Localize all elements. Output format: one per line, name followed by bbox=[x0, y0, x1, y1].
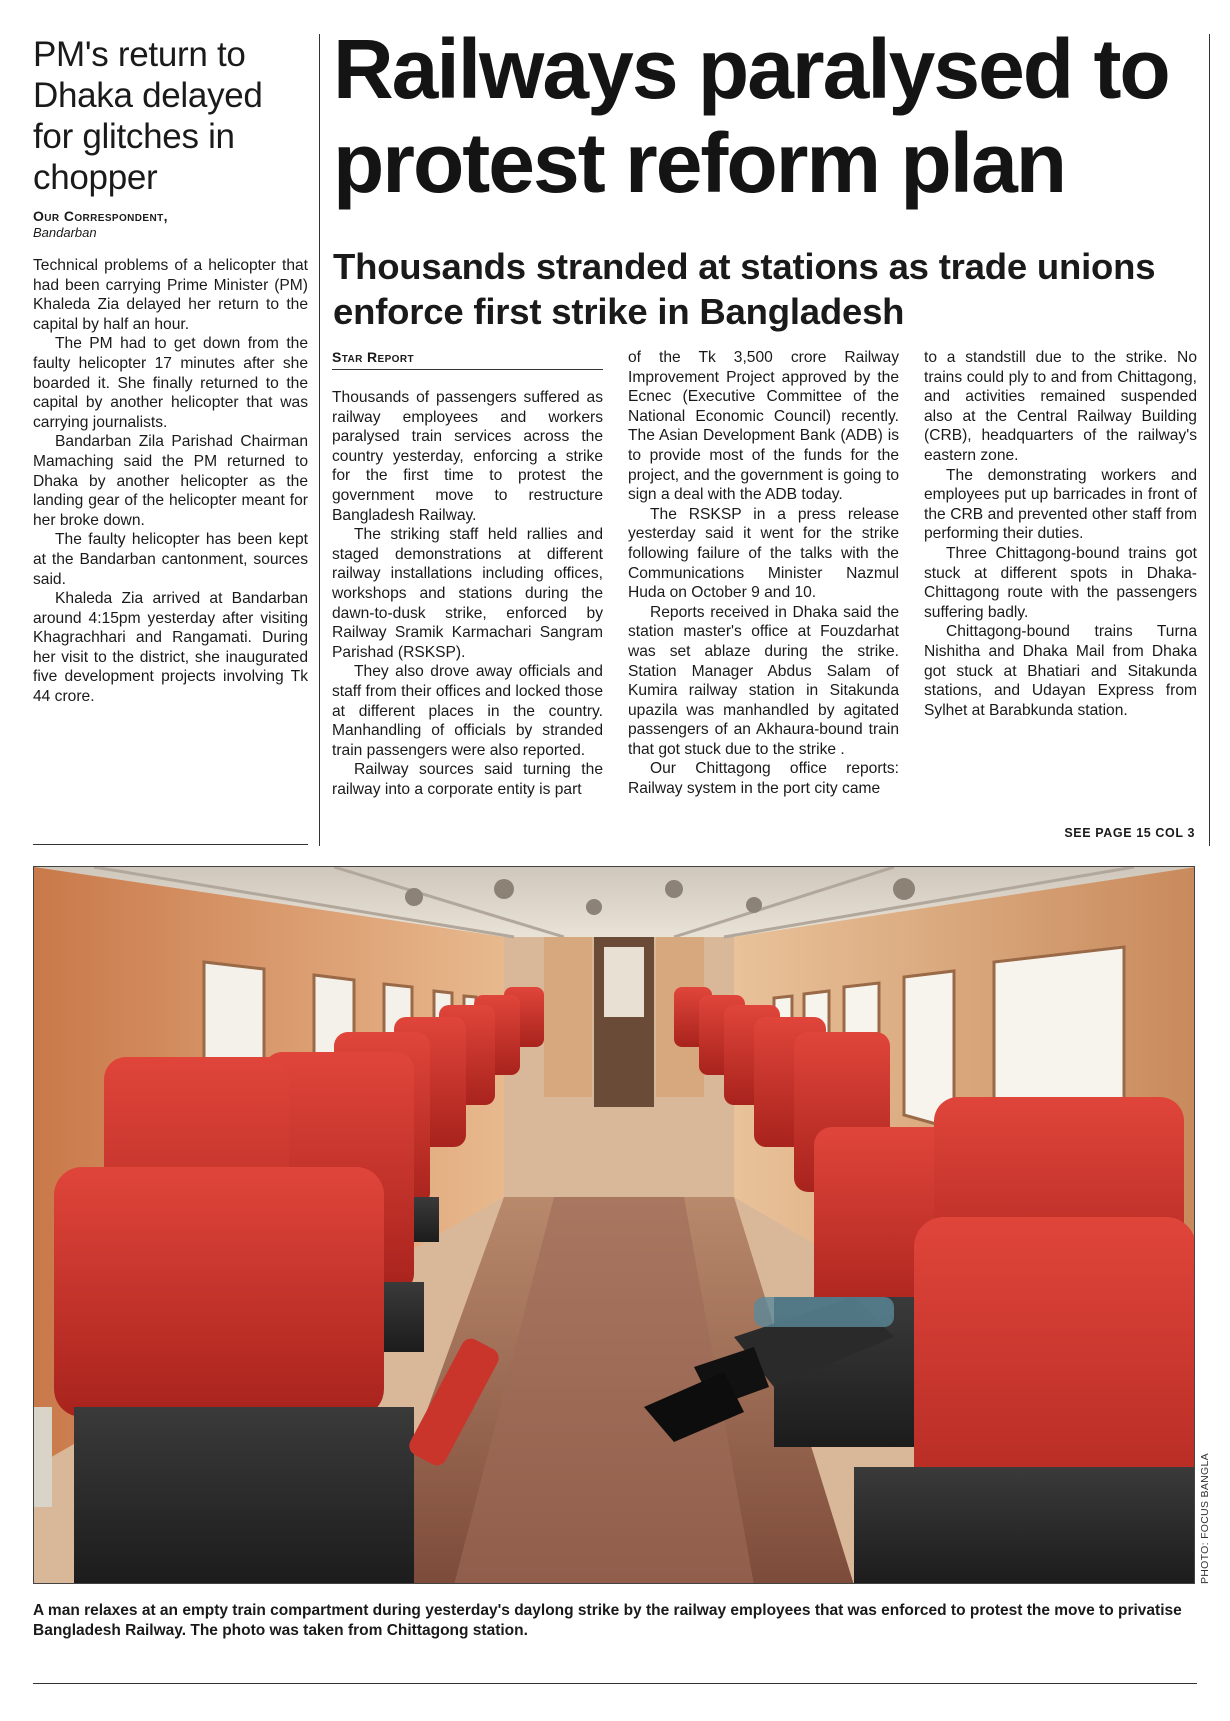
main-paragraph: Railway sources said turning the railway into a corporate entity is part bbox=[332, 761, 603, 798]
photo-caption: A man relaxes at an empty train compartment during yesterday's daylong strike by the railway employees that was enforced to protest the move to privatise Bangladesh Railway. The photo was taken from Chittagong station. bbox=[33, 1602, 1182, 1639]
side-paragraph: The PM had to get down from the faulty helicopter 17 minutes after she boarded it. She finally returned to the capital by another helicopter that was carrying journalists. bbox=[33, 335, 308, 431]
main-story-column-2 bbox=[628, 348, 899, 799]
main-paragraph: to a standstill due to the strike. No trains could ply to and from Chittagong, and activities remained suspended also at the Central Railway Building (CRB), headquarters of the railway's eastern zone. bbox=[924, 349, 1197, 464]
main-subhead: Thousands stranded at stations as trade unions enforce first strike in Bangladesh bbox=[333, 246, 1156, 332]
column-divider bbox=[319, 34, 320, 846]
main-story-column-3 bbox=[924, 348, 1197, 720]
side-paragraph: Technical problems of a helicopter that had been carrying Prime Minister (PM) Khaleda Zia delayed her return to the capital by half an hour. bbox=[33, 257, 308, 333]
train-compartment-photo bbox=[33, 866, 1195, 1584]
side-paragraph: The faulty helicopter has been kept at the Bandarban cantonment, sources said. bbox=[33, 531, 308, 588]
main-paragraph: of the Tk 3,500 crore Railway Improvement Project approved by the Ecnec (Executive Committee of the National Economic Council) recently. The Asian Development Bank (ADB) is to provide most of the funds for the project, and the government is going to sign a deal with the ADB today. bbox=[628, 349, 899, 504]
bottom-rule bbox=[33, 1683, 1197, 1684]
side-story-dateline: Bandarban bbox=[33, 225, 97, 240]
side-story bbox=[33, 34, 308, 842]
main-paragraph: Our Chittagong office reports: Railway system in the port city came bbox=[628, 760, 899, 798]
main-paragraph: The RSKSP in a press release yesterday said it went for the strike following failure of the talks with the Communications Minister Nazmul Huda on October 9 and 10. bbox=[628, 505, 899, 602]
continuation-note: SEE PAGE 15 COL 3 bbox=[1064, 826, 1195, 840]
side-story-body bbox=[33, 256, 308, 707]
side-story-rule bbox=[33, 844, 308, 845]
main-paragraph: Three Chittagong-bound trains got stuck at different spots in Dhaka-Chittagong route with the passengers suffering badly. bbox=[924, 544, 1197, 621]
main-paragraph: The demonstrating workers and employees put up barricades in front of the CRB and prevented other staff from performing their duties. bbox=[924, 466, 1197, 543]
side-story-byline: Our Correspondent, bbox=[33, 208, 168, 224]
side-story-headline: PM's return to Dhaka delayed for glitches in chopper bbox=[33, 35, 263, 197]
side-paragraph: Khaleda Zia arrived at Bandarban around 4:15pm yesterday after visiting Khagrachhari and Rangamati. During her visit to the district, she inaugurated five development projects involving Tk 44 crore. bbox=[33, 590, 308, 706]
photo-credit: PHOTO: FOCUS BANGLA bbox=[1199, 1453, 1211, 1584]
main-headline: Railways paralysed to protest reform plan bbox=[333, 22, 1169, 210]
main-story-byline: Star Report bbox=[332, 348, 603, 370]
main-paragraph: Reports received in Dhaka said the station master's office at Fouzdarhat was set ablaze during the strike. Station Manager Abdus Salam of Kumira railway station in Sitakunda upazila was manhandled by agitated passengers of an Akhaura-bound train that got stuck due to the strike . bbox=[628, 603, 899, 758]
main-paragraph: The striking staff held rallies and staged demonstrations at different railway installations including offices, workshops and stations during the dawn-to-dusk strike, enforced by Railway Sramik Karmachari Sangram Parishad (RSKSP). bbox=[332, 526, 603, 661]
main-paragraph: Thousands of passengers suffered as railway employees and workers paralysed train services across the country yesterday, enforcing a strike for the first time to protest the government move to restructure Bangladesh Railway. bbox=[332, 389, 603, 524]
main-paragraph: Chittagong-bound trains Turna Nishitha and Dhaka Mail from Dhaka got stuck at Bhatiari and Sitakunda stations, and Udayan Express from Sylhet at Barabkunda station. bbox=[924, 623, 1197, 719]
side-paragraph: Bandarban Zila Parishad Chairman Mamaching said the PM returned to Dhaka by another helicopter as the landing gear of the helicopter meant for her broke down. bbox=[33, 433, 308, 529]
main-paragraph: They also drove away officials and staff from their offices and locked those at different places in the country. Manhandling of officials by stranded train passengers were also reported. bbox=[332, 663, 603, 759]
main-story-column-1 bbox=[332, 348, 603, 799]
